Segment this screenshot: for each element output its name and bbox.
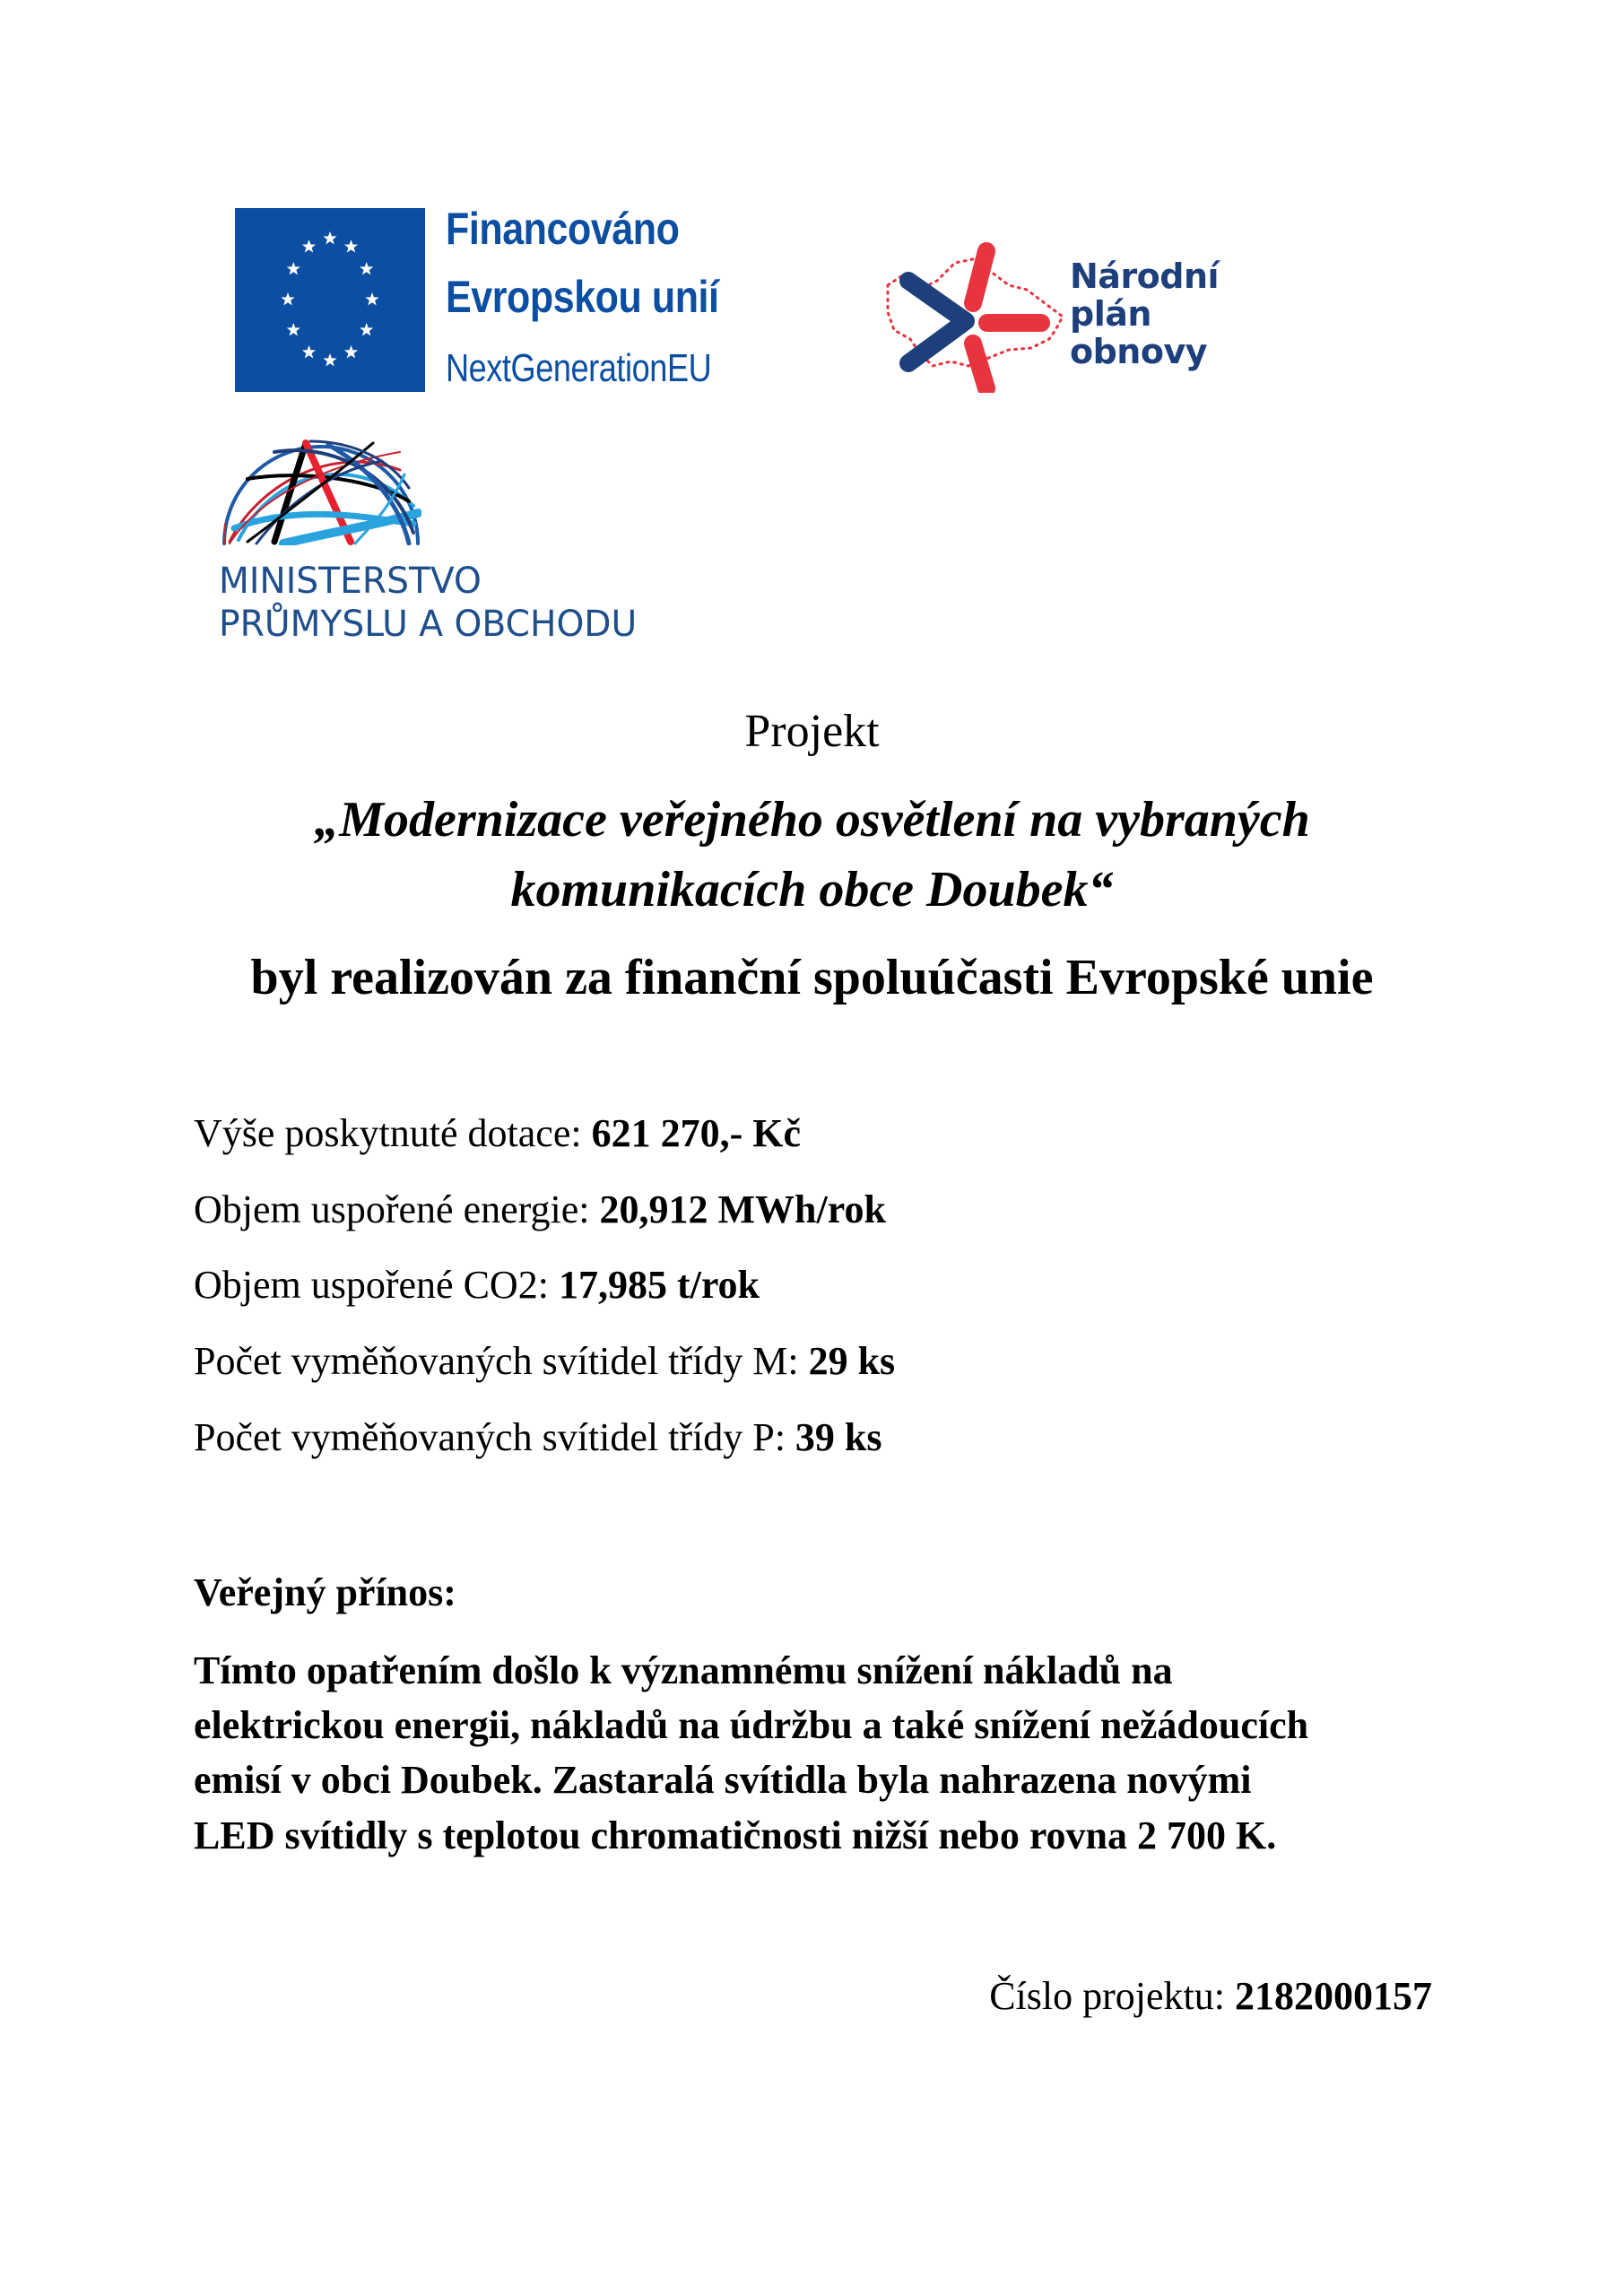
fact-label: Počet vyměňovaných svítidel třídy P: bbox=[194, 1415, 795, 1459]
eu-star-icon bbox=[281, 292, 294, 305]
public-benefit-heading: Veřejný přínos: bbox=[194, 1570, 456, 1614]
fact-energy-saved bbox=[194, 1187, 886, 1232]
eu-star-icon bbox=[360, 262, 373, 274]
eu-logo-text-line2: Evropskou unií bbox=[446, 272, 719, 322]
eu-stars-icon bbox=[235, 208, 425, 392]
project-number-label: Číslo projektu: bbox=[989, 1974, 1235, 2018]
fact-luminaires-class-m bbox=[194, 1338, 895, 1384]
project-number-value: 2182000157 bbox=[1235, 1974, 1432, 2018]
eu-logo-text-line3: NextGenerationEU bbox=[446, 346, 712, 390]
fact-label: Počet vyměňovaných svítidel třídy M: bbox=[194, 1339, 809, 1383]
eu-star-icon bbox=[365, 292, 378, 305]
eu-star-icon bbox=[360, 323, 373, 335]
fact-co2-saved bbox=[194, 1262, 760, 1308]
project-title-line2: komunikacích obce Doubek“ bbox=[510, 862, 1114, 918]
public-benefit-text-line: elektrickou energii, nákladů na údržbu a také snížení nežádoucích bbox=[194, 1703, 1309, 1747]
project-title-line1: „Modernizace veřejného osvětlení na vybraných bbox=[314, 792, 1310, 848]
eu-star-icon bbox=[302, 239, 316, 252]
fact-luminaires-class-p bbox=[194, 1414, 882, 1460]
eu-cofinancing-statement: byl realizován za finanční spoluúčasti Evropské unie bbox=[250, 950, 1374, 1005]
public-benefit-text-line: Tímto opatřením došlo k významnému snížení nákladů na bbox=[194, 1648, 1173, 1692]
public-benefit-text-line: emisí v obci Doubek. Zastaralá svítidla byla nahrazena novými bbox=[194, 1758, 1252, 1802]
eu-star-icon bbox=[344, 239, 358, 252]
fact-label: Objem uspořené energie: bbox=[194, 1187, 600, 1231]
npo-logo-text-line3: obnovy bbox=[1070, 332, 1208, 371]
npo-logo-text-line2: plán bbox=[1070, 294, 1151, 334]
eu-star-icon bbox=[302, 345, 316, 358]
fact-value: 20,912 MWh/rok bbox=[599, 1187, 886, 1231]
eu-star-icon bbox=[323, 231, 336, 244]
fact-value: 17,985 t/rok bbox=[558, 1263, 760, 1307]
fact-label: Výše poskytnuté dotace: bbox=[194, 1111, 592, 1155]
mpo-logo-text-line1: MINISTERSTVO bbox=[219, 561, 482, 602]
eu-star-icon bbox=[344, 345, 358, 358]
fact-label: Objem uspořené CO2: bbox=[194, 1263, 559, 1307]
eu-star-icon bbox=[323, 353, 336, 366]
fact-value: 29 ks bbox=[808, 1339, 896, 1383]
project-number bbox=[989, 1973, 1432, 2019]
ministry-dome-icon bbox=[221, 434, 421, 545]
eu-star-icon bbox=[287, 262, 300, 274]
eu-star-icon bbox=[287, 323, 300, 335]
fact-value: 621 270,- Kč bbox=[591, 1111, 801, 1155]
fact-value: 39 ks bbox=[795, 1415, 882, 1459]
mpo-logo-text-line2: PRŮMYSLU A OBCHODU bbox=[219, 604, 638, 645]
public-benefit-text-line: LED svítidly s teplotou chromatičnosti nižší nebo rovna 2 700 K. bbox=[194, 1813, 1277, 1857]
project-label: Projekt bbox=[744, 706, 880, 757]
eu-flag-icon bbox=[235, 208, 425, 392]
npo-logo-text-line1: Národní bbox=[1070, 257, 1220, 296]
narodni-plan-obnovy-logo-icon bbox=[883, 240, 1072, 393]
eu-logo-text-line1: Financováno bbox=[446, 204, 680, 254]
fact-subsidy-amount bbox=[194, 1110, 801, 1156]
